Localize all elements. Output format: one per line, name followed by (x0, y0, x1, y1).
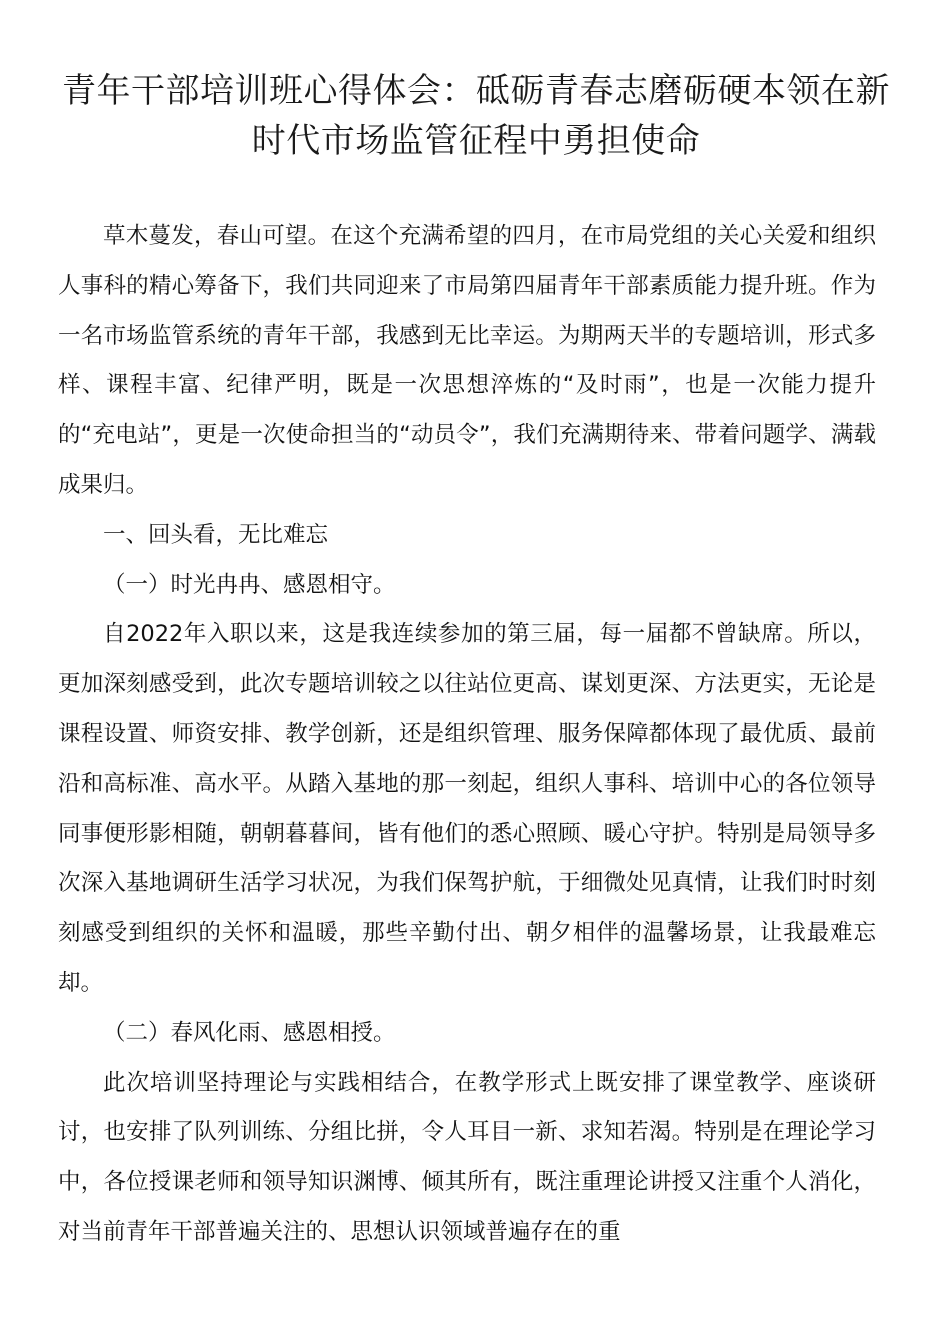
paragraph-body-2: 此次培训坚持理论与实践相结合，在教学形式上既安排了课堂教学、座谈研讨，也安排了队列训练、分组比拼，令人耳目一新、求知若渴。特别是在理论学习中，各位授课老师和领导知识渊博、倾其所有，既注重理论讲授又注重个人消化，对当前青年干部普遍关注的、思想认识领域普遍存在的重 (58, 1069, 876, 1245)
section-heading-1: 一、回头看，无比难忘 (103, 521, 329, 548)
document-body (58, 212, 876, 1258)
paragraph-intro: 草木蔓发，春山可望。在这个充满希望的四月，在市局党组的关心关爱和组织人事科的精心筹备下，我们共同迎来了市局第四届青年干部素质能力提升班。作为一名市场监管系统的青年干部，我感到无比幸运。为期两天半的专题培训，形式多样、课程丰富、纪律严明，既是一次思想淬炼的“及时雨”，也是一次能力提升的“充电站”，更是一次使命担当的“动员令”，我们充满期待来、带着问题学、满载成果归。 (58, 223, 876, 498)
subsection-heading-1: （一）时光冉冉、感恩相守。 (103, 571, 396, 598)
paragraph-body-1: 自2022年入职以来，这是我连续参加的第三届，每一届都不曾缺席。所以，更加深刻感受到，此次专题培训较之以往站位更高、谋划更深、方法更实，无论是课程设置、师资安排、教学创新，还是组织管理、服务保障都体现了最优质、最前沿和高标准、高水平。从踏入基地的那一刻起，组织人事科、培训中心的各位领导同事便形影相随，朝朝暮暮间，皆有他们的悉心照顾、暖心守护。特别是局领导多次深入基地调研生活学习状况，为我们保驾护航，于细微处见真情，让我们时时刻刻感受到组织的关怀和温暖，那些辛勤付出、朝夕相伴的温馨场景，让我最难忘却。 (58, 621, 876, 996)
subsection-heading-2: （二）春风化雨、感恩相授。 (103, 1019, 396, 1046)
document-title: 青年干部培训班心得体会：砥砺青春志磨砺硬本领在新时代市场监管征程中勇担使命 (62, 71, 890, 161)
